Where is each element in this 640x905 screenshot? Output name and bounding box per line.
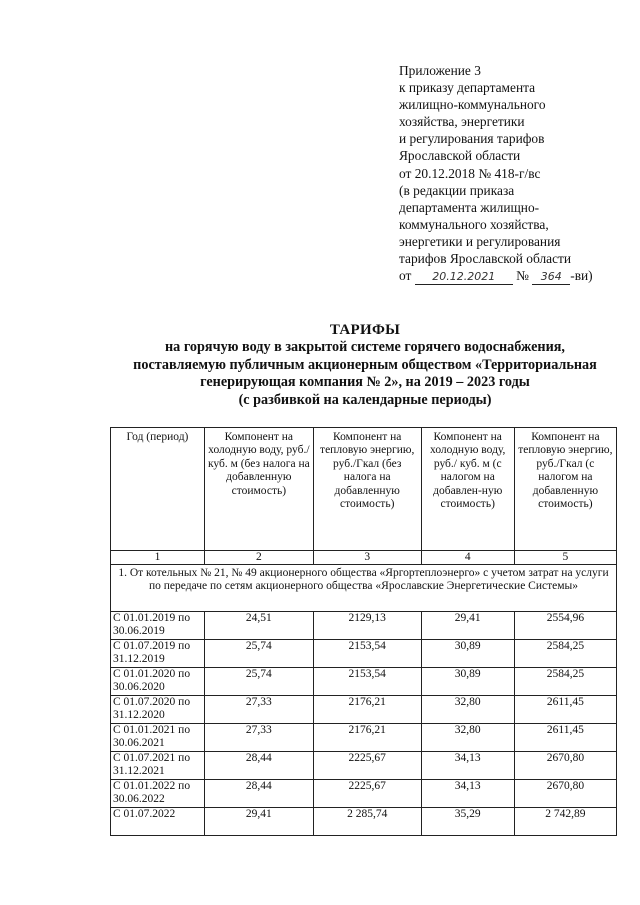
appendix-line: жилищно-коммунального xyxy=(399,97,546,113)
cold-water-vat-cell: 35,29 xyxy=(421,808,514,836)
header-heat-no-vat: Компонент на тепловую энергию, руб./Гкал (без налога на добавленную стоимость) xyxy=(313,428,421,551)
title-line: генерирующая компания № 2», на 2019 – 2023 годы xyxy=(200,374,530,391)
handwritten-number: 364 xyxy=(532,270,570,285)
order-reference-line xyxy=(399,267,631,285)
cold-water-vat-cell: 29,41 xyxy=(421,612,514,640)
table-row xyxy=(111,640,617,668)
cold-water-vat-cell: 34,13 xyxy=(421,752,514,780)
header-cold-water-vat: Компонент на холодную воду, руб./ куб. м (с налогом на добавлен-ную стоимость) xyxy=(421,428,514,551)
cold-water-no-vat-cell: 25,74 xyxy=(204,640,313,668)
title-line: поставляемую публичным акционерным обществом «Территориальная xyxy=(133,356,597,373)
appendix-line: департамента жилищно- xyxy=(399,199,540,215)
appendix-line: хозяйства, энергетики xyxy=(399,114,525,130)
group-title: 1. От котельных № 21, № 49 акционерного общества «Яргортеплоэнерго» с учетом затрат на услуги по передаче по сетям акционерного общества «Ярославские Энергетические Системы» xyxy=(111,565,617,612)
header-period: Год (период) xyxy=(111,428,205,551)
title-heading: ТАРИФЫ xyxy=(329,322,401,338)
appendix-line: Ярославской области xyxy=(399,148,521,164)
cold-water-vat-cell: 34,13 xyxy=(421,780,514,808)
cold-water-no-vat-cell: 28,44 xyxy=(204,752,313,780)
period-cell: С 01.01.2019 по 30.06.2019 xyxy=(111,612,205,640)
heat-no-vat-cell: 2129,13 xyxy=(313,612,421,640)
table-header-row xyxy=(111,428,617,551)
appendix-line: энергетики и регулирования xyxy=(399,233,561,249)
table-row xyxy=(111,752,617,780)
heat-vat-cell: 2554,96 xyxy=(514,612,616,640)
table-row xyxy=(111,780,617,808)
cold-water-no-vat-cell: 27,33 xyxy=(204,724,313,752)
table-row xyxy=(111,696,617,724)
column-number: 1 xyxy=(111,551,205,565)
cold-water-vat-cell: 32,80 xyxy=(421,696,514,724)
cold-water-no-vat-cell: 25,74 xyxy=(204,668,313,696)
header-cold-water-no-vat: Компонент на холодную воду, руб./ куб. м (без налога на добавленную стоимость) xyxy=(204,428,313,551)
period-cell: С 01.07.2022 xyxy=(111,808,205,836)
table-row xyxy=(111,724,617,752)
period-cell: С 01.01.2022 по 30.06.2022 xyxy=(111,780,205,808)
heat-no-vat-cell: 2176,21 xyxy=(313,724,421,752)
appendix-line: тарифов Ярославской области xyxy=(399,251,572,267)
ref-prefix: от xyxy=(399,268,412,284)
cold-water-no-vat-cell: 29,41 xyxy=(204,808,313,836)
group-row xyxy=(111,565,617,612)
ref-number-label: № xyxy=(516,268,529,284)
heat-no-vat-cell: 2225,67 xyxy=(313,752,421,780)
period-cell: С 01.07.2019 по 31.12.2019 xyxy=(111,640,205,668)
column-number: 5 xyxy=(514,551,616,565)
header-heat-vat: Компонент на тепловую энергию, руб./Гкал (с налогом на добавленную стоимость) xyxy=(514,428,616,551)
heat-no-vat-cell: 2 285,74 xyxy=(313,808,421,836)
appendix-header xyxy=(399,62,631,285)
period-cell: С 01.07.2020 по 31.12.2020 xyxy=(111,696,205,724)
ref-suffix: -ви) xyxy=(570,268,593,284)
heat-vat-cell: 2584,25 xyxy=(514,640,616,668)
heat-no-vat-cell: 2176,21 xyxy=(313,696,421,724)
table-row xyxy=(111,808,617,836)
cold-water-no-vat-cell: 27,33 xyxy=(204,696,313,724)
table-row xyxy=(111,612,617,640)
appendix-line: к приказу департамента xyxy=(399,80,536,96)
period-cell: С 01.01.2021 по 30.06.2021 xyxy=(111,724,205,752)
heat-vat-cell: 2670,80 xyxy=(514,752,616,780)
appendix-line: и регулирования тарифов xyxy=(399,131,545,147)
heat-vat-cell: 2611,45 xyxy=(514,724,616,752)
column-number-row xyxy=(111,551,617,565)
tariff-table xyxy=(110,427,617,836)
heat-no-vat-cell: 2225,67 xyxy=(313,780,421,808)
heat-vat-cell: 2611,45 xyxy=(514,696,616,724)
heat-vat-cell: 2584,25 xyxy=(514,668,616,696)
cold-water-no-vat-cell: 24,51 xyxy=(204,612,313,640)
heat-vat-cell: 2670,80 xyxy=(514,780,616,808)
appendix-line: Приложение 3 xyxy=(399,63,481,78)
heat-vat-cell: 2 742,89 xyxy=(514,808,616,836)
period-cell: С 01.07.2021 по 31.12.2021 xyxy=(111,752,205,780)
column-number: 3 xyxy=(313,551,421,565)
column-number: 4 xyxy=(421,551,514,565)
cold-water-no-vat-cell: 28,44 xyxy=(204,780,313,808)
appendix-line: коммунального хозяйства, xyxy=(399,216,549,232)
column-number: 2 xyxy=(204,551,313,565)
cold-water-vat-cell: 32,80 xyxy=(421,724,514,752)
heat-no-vat-cell: 2153,54 xyxy=(313,668,421,696)
document-title xyxy=(100,322,630,409)
table-row xyxy=(111,668,617,696)
title-line: (с разбивкой на календарные периоды) xyxy=(238,391,492,408)
appendix-line: (в редакции приказа xyxy=(399,182,515,198)
appendix-line: от 20.12.2018 № 418-г/вс xyxy=(399,165,541,181)
cold-water-vat-cell: 30,89 xyxy=(421,640,514,668)
cold-water-vat-cell: 30,89 xyxy=(421,668,514,696)
handwritten-date: 20.12.2021 xyxy=(415,270,513,285)
heat-no-vat-cell: 2153,54 xyxy=(313,640,421,668)
title-line: на горячую воду в закрытой системе горячего водоснабжения, xyxy=(165,339,565,356)
period-cell: С 01.01.2020 по 30.06.2020 xyxy=(111,668,205,696)
